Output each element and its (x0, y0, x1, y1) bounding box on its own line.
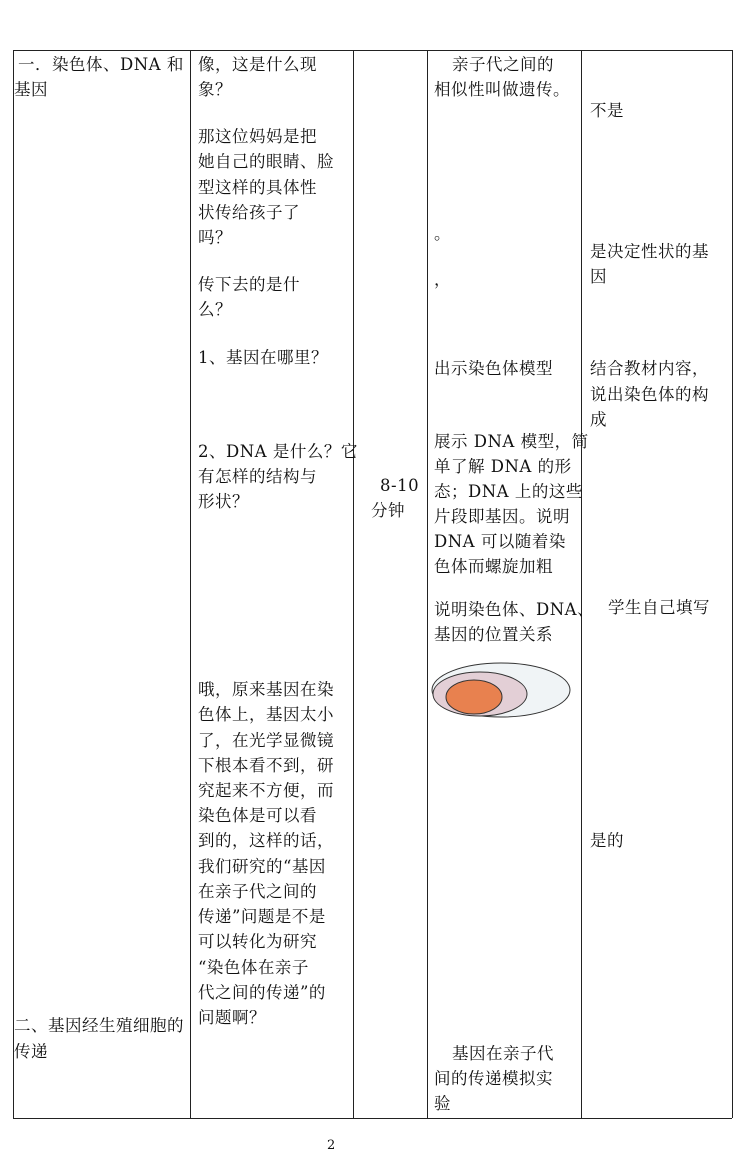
teacher-text-line: 色体上，基因太小 (198, 705, 334, 724)
student-text-line: 说出染色体的构 (590, 385, 709, 404)
teacher-text-line: 2、DNA 是什么？它 (198, 442, 358, 461)
time-allotment-line2: 分钟 (371, 501, 405, 520)
teacher-text-line: 像，这是什么现 (198, 55, 317, 74)
activity-text-line: 单了解 DNA 的形 (434, 457, 572, 476)
teacher-text-line: 1、基因在哪里？ (198, 348, 328, 367)
teacher-text-line: 有怎样的结构与 (198, 467, 317, 486)
activity-text-line: 片段即基因。说明 (434, 507, 570, 526)
teacher-text-line: 状传给孩子了 (198, 203, 300, 222)
activity-text-line: 色体而螺旋加粗 (434, 557, 553, 576)
gene-ellipse (446, 680, 502, 714)
teacher-text-line: 到的，这样的话， (198, 831, 334, 850)
student-text-line: 成 (590, 410, 607, 429)
activity-text-line: DNA 可以随着染 (434, 532, 566, 551)
student-text-line: 学生自己填写 (608, 598, 710, 617)
table-col-border-6 (732, 50, 733, 1118)
time-allotment-line1: 8-10 (380, 476, 420, 495)
teacher-text-line: 了，在光学显微镜 (198, 731, 334, 750)
table-col-border-4 (427, 50, 428, 1118)
teacher-text-line: 究起来不方便，而 (198, 781, 334, 800)
teacher-text-line: 吗？ (198, 228, 232, 247)
chromosome-dna-gene-diagram (431, 662, 573, 718)
activity-text-line: 亲子代之间的 (452, 55, 554, 74)
teacher-text-line: 那这位妈妈是把 (198, 127, 317, 146)
student-text-line: 结合教材内容， (590, 359, 709, 378)
teacher-text-line: 染色体是可以看 (198, 806, 317, 825)
teacher-text-line: 象？ (198, 80, 232, 99)
teacher-text-line: 形状？ (198, 492, 249, 511)
activity-text-line: 间的传递模拟实 (434, 1069, 553, 1088)
activity-text-line: 态；DNA 上的这些 (434, 482, 583, 501)
table-top-border (13, 50, 732, 51)
section2-heading-line2: 传递 (14, 1042, 48, 1061)
activity-text-line: 说明染色体、DNA、 (434, 600, 595, 619)
teacher-text-line: 下根本看不到，研 (198, 756, 334, 775)
student-text-line: 是决定性状的基 (590, 242, 709, 261)
teacher-text-line: 可以转化为研究 (198, 932, 317, 951)
table-bottom-border (13, 1118, 732, 1119)
student-text-line: 因 (590, 267, 607, 286)
teacher-text-line: 传下去的是什 (198, 275, 300, 294)
teacher-text-line: 哦，原来基因在染 (198, 680, 334, 699)
activity-text-line: 展示 DNA 模型，简 (434, 432, 589, 451)
student-text-line: 是的 (590, 831, 624, 850)
teacher-text-line: 么？ (198, 300, 232, 319)
teacher-text-line: 她自己的眼睛、脸 (198, 152, 334, 171)
student-text-line: 不是 (590, 101, 624, 120)
teacher-text-line: 我们研究的“基因 (198, 857, 326, 876)
teacher-text-line: 传递”问题是不是 (198, 907, 326, 926)
activity-text-line: 验 (434, 1094, 451, 1113)
table-col-border-2 (190, 50, 191, 1118)
teacher-text-line: 代之间的传递”的 (198, 983, 326, 1002)
table-col-border-5 (581, 50, 582, 1118)
table-col-border-3 (353, 50, 354, 1118)
teacher-text-line: 在亲子代之间的 (198, 882, 317, 901)
teacher-text-line: “染色体在亲子 (198, 958, 309, 977)
section2-heading-line1: 二、基因经生殖细胞的 (14, 1016, 184, 1035)
table-col-border-1 (13, 50, 14, 1118)
teacher-text-line: 型这样的具体性 (198, 178, 317, 197)
activity-text-line: 相似性叫做遗传。 (434, 80, 570, 99)
teacher-text-line: 问题啊？ (198, 1008, 266, 1027)
activity-text-line: 出示染色体模型 (434, 359, 553, 378)
section1-heading-line2: 基因 (14, 80, 48, 99)
section1-heading-line1: 一．染色体、DNA 和 (18, 55, 184, 74)
activity-text-line: 基因在亲子代 (452, 1044, 554, 1063)
activity-mark: 。 (434, 224, 451, 243)
activity-mark: ， (434, 270, 451, 289)
page-number: 2 (327, 1138, 336, 1153)
activity-text-line: 基因的位置关系 (434, 625, 553, 644)
